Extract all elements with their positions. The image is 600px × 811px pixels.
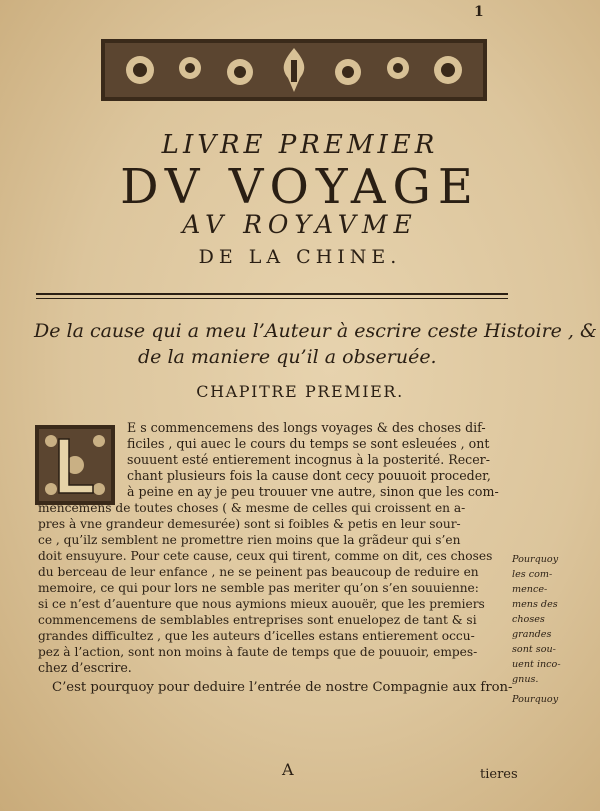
body-line: mencemens de toutes choses ( & mesme de celles qui croissent en a-: [38, 501, 466, 515]
divider-rule-top: [36, 293, 508, 295]
body-line: souuent esté entierement incognus à la posterité. Recer-: [127, 452, 490, 467]
margin-note-line: gnus.: [512, 674, 539, 685]
body-line: à peine en ay je peu trouuer vne autre, sinon que les com-: [127, 484, 499, 499]
body-line: memoire, ce qui pour lors ne semble pas meriter qu’on s’en souuienne:: [38, 581, 479, 595]
title-line-chine: DE LA CHINE.: [198, 246, 402, 268]
margin-note-line: les com-: [512, 569, 553, 580]
chapter-subtitle-line2: de la maniere qu’il a obseruée.: [138, 346, 437, 368]
signature-mark: A: [282, 760, 294, 779]
margin-note-line: mence-: [512, 584, 548, 595]
body-line: C’est pourquoy pour deduire l’entrée de nostre Compagnie aux fron-: [52, 680, 513, 695]
headpiece-ornament: [100, 38, 488, 102]
margin-note-line: grandes: [512, 629, 552, 640]
margin-note-line: Pourquoy: [512, 554, 559, 565]
margin-note-line: sont sou-: [512, 644, 556, 655]
margin-note-line: choses: [512, 614, 545, 625]
body-line: commencemens de semblables entreprises sont enuelopez de tant & si: [38, 613, 477, 627]
body-line: grandes difficultez , que les auteurs d’icelles estans entierement occu-: [38, 629, 475, 643]
body-line: ficiles , qui auec le cours du temps se sont esleuées , ont: [127, 436, 490, 451]
body-line: chant plusieurs fois la cause dont cecy pouuoit proceder,: [127, 468, 491, 483]
book-heading: LIVRE PREMIER: [161, 130, 439, 160]
divider-rule-bottom: [36, 298, 508, 299]
body-line: ce , qu’ilz semblent ne promettre rien moins que la grãdeur qui s’en: [38, 533, 461, 547]
body-line: pez à l’action, sont non moins à faute de temps que de pouuoir, empes-: [38, 645, 478, 659]
margin-note-line: uent inco-: [512, 659, 561, 670]
chapter-subtitle-line1: De la cause qui a meu l’Auteur à escrire ceste Histoire , &: [34, 320, 597, 342]
decorated-initial: [35, 425, 115, 505]
page-number: 1: [474, 4, 484, 20]
title-line-royaume: AV ROYAVME: [182, 210, 418, 239]
body-line: E s commencemens des longs voyages & des choses dif-: [127, 420, 486, 435]
body-line: du berceau de leur enfance , ne se peinent pas beaucoup de reduire en: [38, 565, 479, 579]
body-line: doit ensuyure. Pour cete cause, ceux qui tirent, comme on dit, ces choses: [38, 549, 493, 563]
body-line: pres à vne grandeur demesurée) sont si foibles & petis en leur sour-: [38, 517, 461, 531]
chapter-heading: CHAPITRE PREMIER.: [196, 382, 404, 401]
body-line: chez d’escrire.: [38, 660, 132, 675]
catchword-margin-note: Pourquoy: [512, 694, 559, 705]
margin-note-line: mens des: [512, 599, 558, 610]
catchword: tieres: [480, 767, 518, 782]
body-line: si ce n’est d’auenture que nous aymions mieux auouër, que les premiers: [38, 597, 485, 611]
main-title: DV VOYAGE: [120, 159, 480, 215]
